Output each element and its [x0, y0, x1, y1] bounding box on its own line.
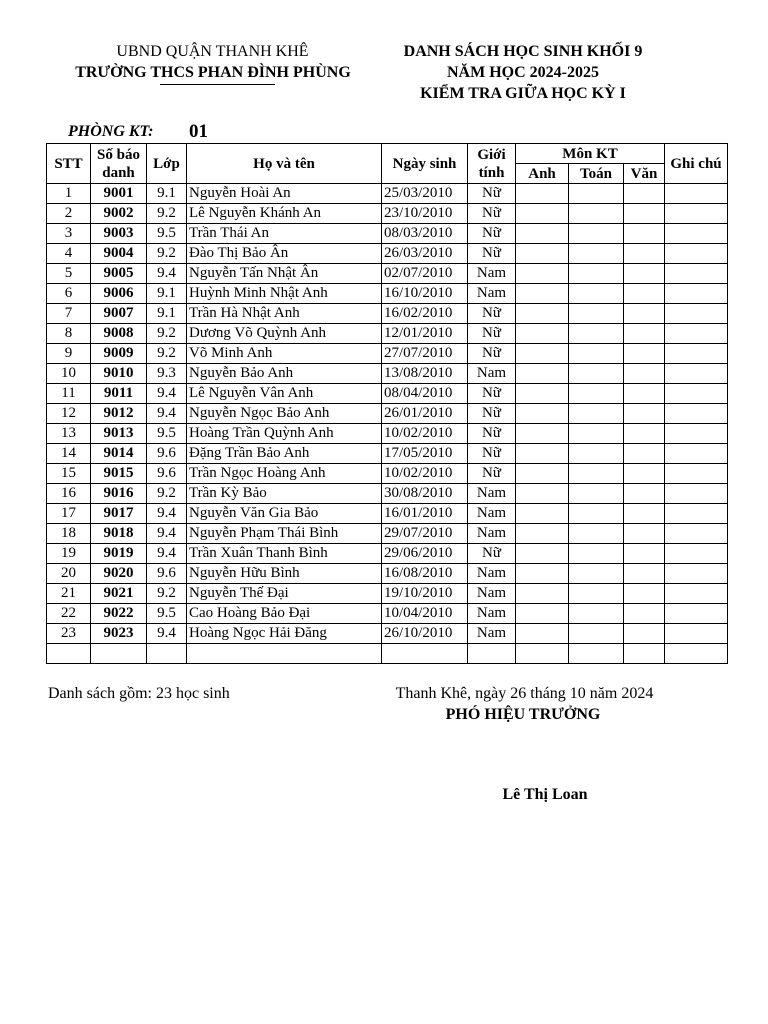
cell-math [569, 404, 624, 424]
cell-english [516, 284, 569, 304]
cell-math [569, 244, 624, 264]
cell-full-name: Trần Xuân Thanh Bình [187, 544, 382, 564]
cell-gender: Nữ [468, 424, 516, 444]
room-number: 01 [189, 121, 208, 142]
cell-english [516, 204, 569, 224]
cell-english [516, 484, 569, 504]
cell-literature [624, 444, 665, 464]
cell-dob: 26/01/2010 [382, 404, 468, 424]
header-class: Lớp [147, 144, 187, 184]
cell-note [665, 204, 728, 224]
cell-math [569, 324, 624, 344]
cell-gender: Nữ [468, 404, 516, 424]
cell-gender: Nam [468, 604, 516, 624]
cell-dob: 17/05/2010 [382, 444, 468, 464]
header-exam-number-line2: danh [102, 164, 135, 181]
cell-english [516, 624, 569, 644]
cell-note [665, 484, 728, 504]
cell-english [516, 584, 569, 604]
cell-math [569, 464, 624, 484]
header-gender-line1: Giới [477, 146, 506, 163]
cell-full-name: Nguyễn Ngọc Bảo Anh [187, 404, 382, 424]
cell-stt: 11 [47, 384, 91, 404]
cell-gender: Nữ [468, 324, 516, 344]
cell-gender: Nữ [468, 304, 516, 324]
header-divider [160, 84, 275, 85]
cell-stt: 12 [47, 404, 91, 424]
cell-class: 9.4 [147, 264, 187, 284]
cell-stt [47, 644, 91, 664]
cell-literature [624, 644, 665, 664]
cell-math [569, 564, 624, 584]
cell-math [569, 424, 624, 444]
cell-english [516, 184, 569, 204]
table-row [47, 284, 728, 304]
cell-math [569, 644, 624, 664]
student-total: Danh sách gồm: 23 học sinh [48, 685, 230, 702]
cell-literature [624, 604, 665, 624]
cell-class: 9.2 [147, 204, 187, 224]
cell-full-name: Nguyễn Văn Gia Bảo [187, 504, 382, 524]
cell-dob: 16/01/2010 [382, 504, 468, 524]
cell-exam-number: 9007 [91, 304, 147, 324]
cell-dob: 08/03/2010 [382, 224, 468, 244]
cell-literature [624, 484, 665, 504]
cell-exam-number: 9021 [91, 584, 147, 604]
cell-literature [624, 344, 665, 364]
cell-full-name: Nguyễn Phạm Thái Bình [187, 524, 382, 544]
cell-exam-number: 9013 [91, 424, 147, 444]
header-exam-number [91, 144, 147, 184]
table-row [47, 304, 728, 324]
cell-gender: Nam [468, 284, 516, 304]
cell-note [665, 304, 728, 324]
cell-dob: 13/08/2010 [382, 364, 468, 384]
table-row [47, 324, 728, 344]
cell-literature [624, 524, 665, 544]
cell-exam-number: 9022 [91, 604, 147, 624]
cell-gender: Nữ [468, 444, 516, 464]
cell-class: 9.5 [147, 604, 187, 624]
cell-note [665, 564, 728, 584]
table-row [47, 184, 728, 204]
cell-dob: 27/07/2010 [382, 344, 468, 364]
header-gender-line2: tính [478, 164, 505, 181]
cell-class: 9.6 [147, 564, 187, 584]
cell-literature [624, 624, 665, 644]
cell-dob: 23/10/2010 [382, 204, 468, 224]
cell-english [516, 364, 569, 384]
cell-english [516, 404, 569, 424]
cell-gender: Nam [468, 364, 516, 384]
cell-exam-number: 9005 [91, 264, 147, 284]
cell-math [569, 384, 624, 404]
cell-exam-number: 9001 [91, 184, 147, 204]
cell-note [665, 524, 728, 544]
header-stt: STT [47, 144, 91, 184]
cell-exam-number: 9012 [91, 404, 147, 424]
cell-math [569, 344, 624, 364]
cell-stt: 21 [47, 584, 91, 604]
cell-dob: 25/03/2010 [382, 184, 468, 204]
cell-note [665, 584, 728, 604]
cell-math [569, 284, 624, 304]
cell-dob: 26/10/2010 [382, 624, 468, 644]
cell-dob: 30/08/2010 [382, 484, 468, 504]
cell-stt: 18 [47, 524, 91, 544]
document-title: DANH SÁCH HỌC SINH KHỐI 9 [403, 43, 643, 60]
school-name: TRƯỜNG THCS PHAN ĐÌNH PHÙNG [75, 64, 351, 81]
cell-note [665, 624, 728, 644]
cell-literature [624, 424, 665, 444]
cell-literature [624, 404, 665, 424]
cell-full-name: Nguyễn Hữu Bình [187, 564, 382, 584]
org-name: UBND QUẬN THANH KHÊ [116, 43, 309, 60]
cell-full-name: Lê Nguyễn Vân Anh [187, 384, 382, 404]
cell-dob: 16/08/2010 [382, 564, 468, 584]
cell-stt: 14 [47, 444, 91, 464]
cell-class: 9.1 [147, 184, 187, 204]
cell-full-name: Nguyễn Hoài An [187, 184, 382, 204]
cell-stt: 13 [47, 424, 91, 444]
table-row [47, 364, 728, 384]
cell-full-name: Hoàng Ngọc Hải Đăng [187, 624, 382, 644]
cell-gender: Nữ [468, 544, 516, 564]
cell-english [516, 304, 569, 324]
cell-exam-number: 9014 [91, 444, 147, 464]
cell-note [665, 464, 728, 484]
cell-english [516, 464, 569, 484]
table-row [47, 384, 728, 404]
cell-note [665, 324, 728, 344]
table-row [47, 464, 728, 484]
cell-note [665, 544, 728, 564]
cell-dob: 10/04/2010 [382, 604, 468, 624]
cell-dob: 10/02/2010 [382, 464, 468, 484]
cell-literature [624, 244, 665, 264]
cell-gender: Nữ [468, 464, 516, 484]
cell-full-name: Trần Kỳ Bảo [187, 484, 382, 504]
cell-full-name: Đào Thị Bảo Ân [187, 244, 382, 264]
cell-exam-number: 9019 [91, 544, 147, 564]
cell-gender: Nam [468, 264, 516, 284]
cell-stt: 19 [47, 544, 91, 564]
table-row [47, 524, 728, 544]
cell-note [665, 224, 728, 244]
cell-note [665, 424, 728, 444]
cell-gender: Nữ [468, 224, 516, 244]
table-row [47, 564, 728, 584]
table-row [47, 204, 728, 224]
header-note: Ghi chú [665, 144, 728, 184]
cell-class: 9.1 [147, 304, 187, 324]
header-math: Toán [569, 164, 624, 184]
cell-math [569, 544, 624, 564]
cell-full-name: Đặng Trần Bảo Anh [187, 444, 382, 464]
header-literature: Văn [624, 164, 665, 184]
cell-dob: 10/02/2010 [382, 424, 468, 444]
cell-gender: Nam [468, 504, 516, 524]
cell-full-name: Dương Võ Quỳnh Anh [187, 324, 382, 344]
cell-english [516, 324, 569, 344]
cell-exam-number: 9004 [91, 244, 147, 264]
cell-stt: 5 [47, 264, 91, 284]
cell-stt: 17 [47, 504, 91, 524]
cell-literature [624, 284, 665, 304]
cell-english [516, 264, 569, 284]
cell-exam-number: 9010 [91, 364, 147, 384]
cell-dob: 19/10/2010 [382, 584, 468, 604]
cell-full-name: Huỳnh Minh Nhật Anh [187, 284, 382, 304]
cell-math [569, 484, 624, 504]
cell-math [569, 524, 624, 544]
header-exam-number-line1: Số báo [97, 146, 140, 163]
cell-full-name: Lê Nguyễn Khánh An [187, 204, 382, 224]
cell-class: 9.4 [147, 404, 187, 424]
cell-english [516, 424, 569, 444]
cell-dob: 29/07/2010 [382, 524, 468, 544]
table-row [47, 264, 728, 284]
cell-literature [624, 184, 665, 204]
cell-class: 9.2 [147, 484, 187, 504]
cell-class: 9.4 [147, 524, 187, 544]
header-gender [468, 144, 516, 184]
cell-literature [624, 364, 665, 384]
cell-full-name [187, 644, 382, 664]
cell-math [569, 604, 624, 624]
cell-stt: 1 [47, 184, 91, 204]
cell-stt: 8 [47, 324, 91, 344]
cell-exam-number: 9011 [91, 384, 147, 404]
header-english: Anh [516, 164, 569, 184]
cell-english [516, 444, 569, 464]
cell-dob: 08/04/2010 [382, 384, 468, 404]
cell-exam-number: 9009 [91, 344, 147, 364]
cell-full-name: Trần Hà Nhật Anh [187, 304, 382, 324]
cell-dob: 02/07/2010 [382, 264, 468, 284]
cell-class: 9.5 [147, 424, 187, 444]
table-row [47, 504, 728, 524]
cell-literature [624, 564, 665, 584]
cell-gender: Nữ [468, 344, 516, 364]
cell-class: 9.2 [147, 344, 187, 364]
cell-literature [624, 264, 665, 284]
cell-class: 9.3 [147, 364, 187, 384]
cell-math [569, 504, 624, 524]
cell-note [665, 184, 728, 204]
cell-stt: 3 [47, 224, 91, 244]
signer-name: Lê Thị Loan [502, 786, 588, 803]
cell-note [665, 644, 728, 664]
cell-class [147, 644, 187, 664]
cell-note [665, 444, 728, 464]
cell-stt: 23 [47, 624, 91, 644]
cell-stt: 2 [47, 204, 91, 224]
header-full-name: Họ và tên [187, 144, 382, 184]
table-row [47, 344, 728, 364]
cell-stt: 16 [47, 484, 91, 504]
cell-literature [624, 464, 665, 484]
cell-exam-number: 9006 [91, 284, 147, 304]
cell-exam-number: 9017 [91, 504, 147, 524]
cell-english [516, 344, 569, 364]
cell-dob [382, 644, 468, 664]
header-subjects: Môn KT [516, 144, 665, 164]
cell-note [665, 404, 728, 424]
cell-class: 9.1 [147, 284, 187, 304]
table-row [47, 404, 728, 424]
cell-exam-number: 9018 [91, 524, 147, 544]
signer-title: PHÓ HIỆU TRƯỞNG [445, 706, 601, 723]
cell-stt: 7 [47, 304, 91, 324]
cell-math [569, 204, 624, 224]
cell-note [665, 384, 728, 404]
cell-literature [624, 384, 665, 404]
exam-name: KIỂM TRA GIỮA HỌC KỲ I [420, 85, 626, 102]
cell-gender: Nam [468, 484, 516, 504]
table-row [47, 224, 728, 244]
cell-full-name: Võ Minh Anh [187, 344, 382, 364]
cell-math [569, 584, 624, 604]
table-row [47, 584, 728, 604]
cell-literature [624, 584, 665, 604]
cell-dob: 16/02/2010 [382, 304, 468, 324]
cell-exam-number [91, 644, 147, 664]
cell-note [665, 604, 728, 624]
cell-class: 9.4 [147, 624, 187, 644]
cell-gender [468, 644, 516, 664]
cell-english [516, 524, 569, 544]
cell-english [516, 224, 569, 244]
room-label: PHÒNG KT: [68, 123, 154, 140]
cell-gender: Nam [468, 624, 516, 644]
cell-full-name: Trần Ngọc Hoàng Anh [187, 464, 382, 484]
cell-exam-number: 9002 [91, 204, 147, 224]
cell-stt: 4 [47, 244, 91, 264]
cell-literature [624, 224, 665, 244]
cell-dob: 12/01/2010 [382, 324, 468, 344]
cell-english [516, 384, 569, 404]
cell-gender: Nam [468, 524, 516, 544]
cell-math [569, 364, 624, 384]
table-row [47, 244, 728, 264]
cell-stt: 9 [47, 344, 91, 364]
cell-class: 9.6 [147, 464, 187, 484]
cell-english [516, 644, 569, 664]
cell-stt: 10 [47, 364, 91, 384]
cell-literature [624, 544, 665, 564]
cell-full-name: Nguyễn Tấn Nhật Ân [187, 264, 382, 284]
cell-exam-number: 9020 [91, 564, 147, 584]
cell-dob: 16/10/2010 [382, 284, 468, 304]
cell-literature [624, 324, 665, 344]
cell-math [569, 304, 624, 324]
cell-stt: 22 [47, 604, 91, 624]
cell-gender: Nữ [468, 204, 516, 224]
cell-full-name: Nguyễn Thế Đại [187, 584, 382, 604]
cell-literature [624, 204, 665, 224]
cell-gender: Nữ [468, 244, 516, 264]
cell-class: 9.2 [147, 244, 187, 264]
student-list-table [46, 143, 728, 664]
cell-exam-number: 9023 [91, 624, 147, 644]
cell-stt: 6 [47, 284, 91, 304]
cell-note [665, 264, 728, 284]
table-row [47, 544, 728, 564]
cell-gender: Nam [468, 564, 516, 584]
cell-literature [624, 504, 665, 524]
table-row [47, 644, 728, 664]
table-row [47, 624, 728, 644]
cell-class: 9.2 [147, 324, 187, 344]
cell-class: 9.6 [147, 444, 187, 464]
cell-math [569, 184, 624, 204]
cell-class: 9.4 [147, 544, 187, 564]
cell-class: 9.4 [147, 384, 187, 404]
cell-dob: 29/06/2010 [382, 544, 468, 564]
cell-math [569, 624, 624, 644]
cell-exam-number: 9003 [91, 224, 147, 244]
cell-full-name: Nguyễn Bảo Anh [187, 364, 382, 384]
cell-note [665, 244, 728, 264]
table-row [47, 604, 728, 624]
cell-gender: Nam [468, 584, 516, 604]
cell-class: 9.5 [147, 224, 187, 244]
cell-stt: 15 [47, 464, 91, 484]
cell-note [665, 344, 728, 364]
cell-full-name: Hoàng Trần Quỳnh Anh [187, 424, 382, 444]
cell-english [516, 564, 569, 584]
cell-math [569, 264, 624, 284]
cell-english [516, 544, 569, 564]
header-dob: Ngày sinh [382, 144, 468, 184]
table-row [47, 484, 728, 504]
cell-english [516, 604, 569, 624]
cell-full-name: Cao Hoàng Bảo Đại [187, 604, 382, 624]
cell-note [665, 284, 728, 304]
cell-exam-number: 9015 [91, 464, 147, 484]
cell-gender: Nữ [468, 384, 516, 404]
cell-stt: 20 [47, 564, 91, 584]
cell-math [569, 444, 624, 464]
cell-math [569, 224, 624, 244]
table-row [47, 424, 728, 444]
cell-note [665, 504, 728, 524]
cell-english [516, 244, 569, 264]
cell-gender: Nữ [468, 184, 516, 204]
cell-full-name: Trần Thái An [187, 224, 382, 244]
cell-dob: 26/03/2010 [382, 244, 468, 264]
cell-exam-number: 9008 [91, 324, 147, 344]
cell-literature [624, 304, 665, 324]
student-rows [47, 184, 728, 664]
cell-class: 9.4 [147, 504, 187, 524]
school-year: NĂM HỌC 2024-2025 [447, 64, 599, 81]
cell-english [516, 504, 569, 524]
place-date: Thanh Khê, ngày 26 tháng 10 năm 2024 [395, 685, 654, 702]
table-row [47, 444, 728, 464]
cell-note [665, 364, 728, 384]
cell-class: 9.2 [147, 584, 187, 604]
cell-exam-number: 9016 [91, 484, 147, 504]
